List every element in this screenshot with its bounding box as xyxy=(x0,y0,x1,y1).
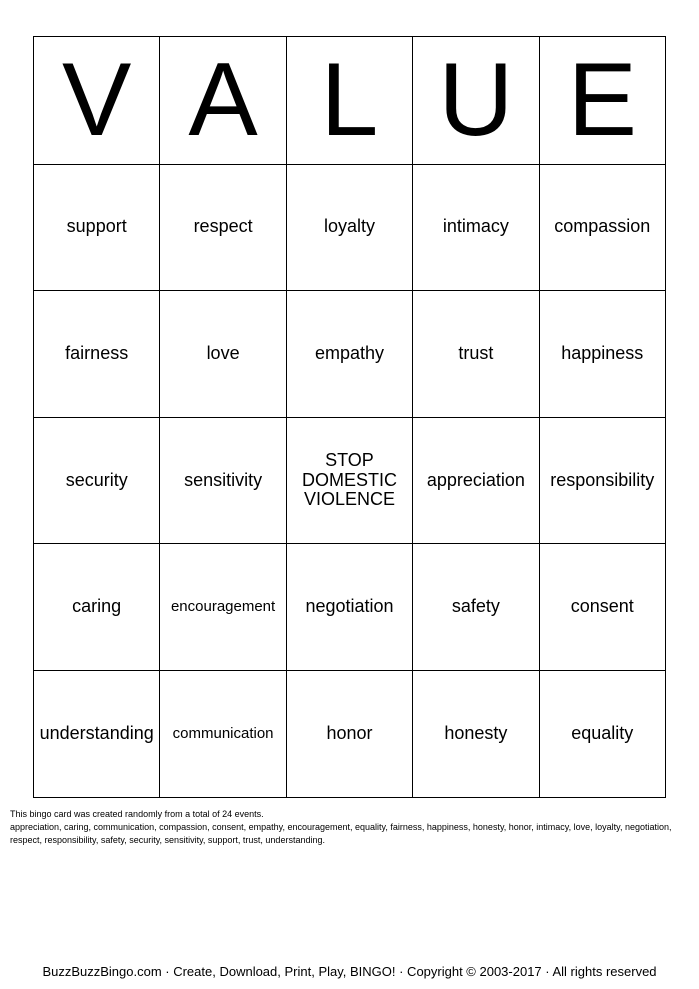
bingo-cell: communication xyxy=(160,670,286,797)
bingo-cell: encouragement xyxy=(160,544,286,671)
card-description-event-list: appreciation, caring, communication, compassion, consent, empathy, encouragement, equality, fairness, happiness, honesty, honor, intimacy, love, loyalty, negotiation, respect, responsibility, safety, security, sensitivity, support, trust, understanding. xyxy=(10,822,672,845)
bingo-cell: safety xyxy=(413,544,539,671)
header-letter-v: V xyxy=(34,37,160,165)
header-letter-u: U xyxy=(413,37,539,165)
bingo-cell: negotiation xyxy=(286,544,412,671)
bingo-cell: love xyxy=(160,291,286,418)
bingo-cell: appreciation xyxy=(413,417,539,544)
bingo-cell: respect xyxy=(160,164,286,291)
bingo-row xyxy=(34,670,666,797)
bingo-cell: honor xyxy=(286,670,412,797)
bingo-card xyxy=(33,36,666,798)
header-letter-a: A xyxy=(160,37,286,165)
header-letter-e: E xyxy=(539,37,665,165)
bingo-cell: intimacy xyxy=(413,164,539,291)
header-letter-l: L xyxy=(286,37,412,165)
bingo-cell: caring xyxy=(34,544,160,671)
bingo-cell: honesty xyxy=(413,670,539,797)
bingo-row xyxy=(34,291,666,418)
bingo-cell: fairness xyxy=(34,291,160,418)
bingo-cell: responsibility xyxy=(539,417,665,544)
bingo-cell: empathy xyxy=(286,291,412,418)
bingo-cell: support xyxy=(34,164,160,291)
free-space-cell: STOP DOMESTIC VIOLENCE xyxy=(286,417,412,544)
bingo-cell: equality xyxy=(539,670,665,797)
page-footer: BuzzBuzzBingo.com · Create, Download, Print, Play, BINGO! · Copyright © 2003-2017 · All rights reserved xyxy=(42,964,657,979)
bingo-row xyxy=(34,544,666,671)
bingo-row xyxy=(34,417,666,544)
bingo-cell: loyalty xyxy=(286,164,412,291)
card-description xyxy=(10,808,690,847)
bingo-cell: happiness xyxy=(539,291,665,418)
bingo-row xyxy=(34,164,666,291)
card-description-summary: This bingo card was created randomly from a total of 24 events. xyxy=(10,809,264,819)
bingo-cell: trust xyxy=(413,291,539,418)
header-row xyxy=(34,37,666,165)
bingo-cell: consent xyxy=(539,544,665,671)
bingo-cell: sensitivity xyxy=(160,417,286,544)
bingo-cell: understanding xyxy=(34,670,160,797)
bingo-cell: compassion xyxy=(539,164,665,291)
bingo-cell: security xyxy=(34,417,160,544)
